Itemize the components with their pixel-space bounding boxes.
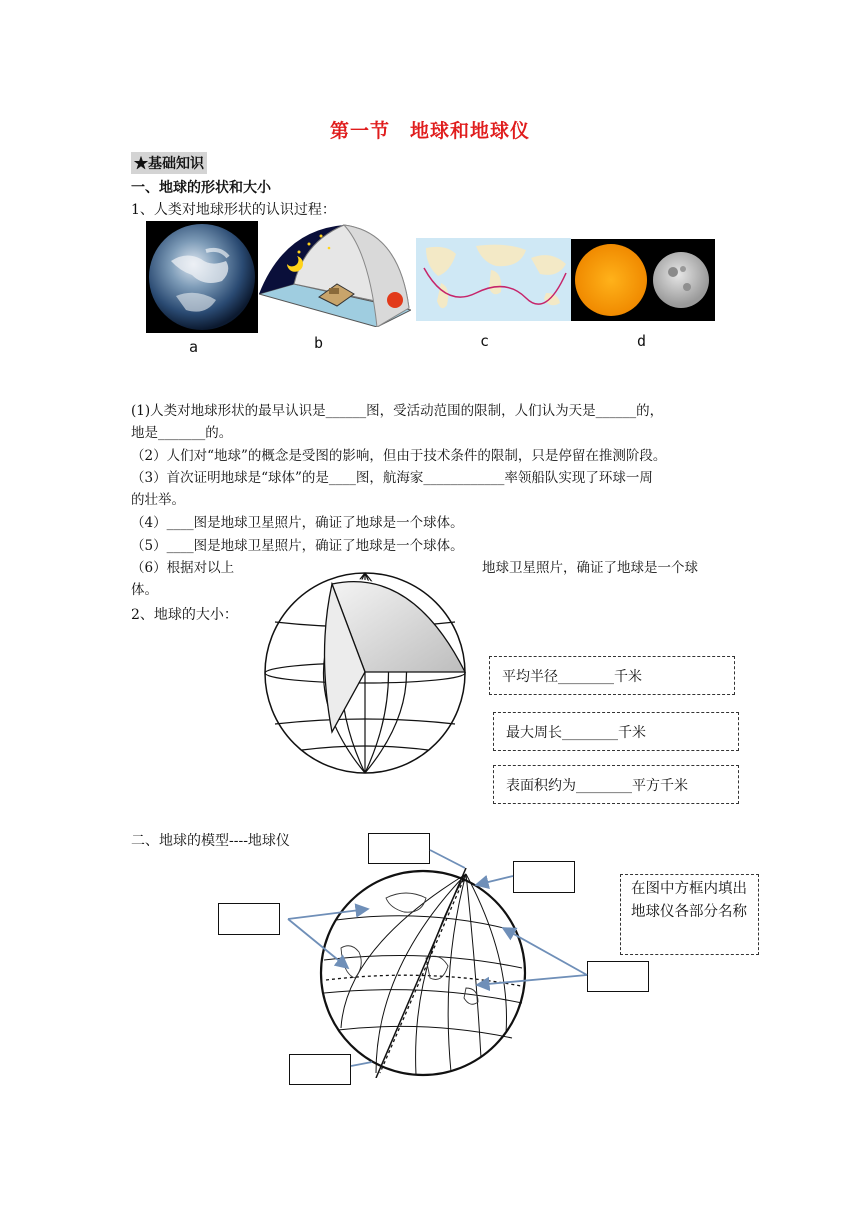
question-1-line-2: 地是_______的。 <box>131 425 233 441</box>
question-4: （4）____图是地球卫星照片，确证了地球是一个球体。 <box>131 515 464 531</box>
section-heading-2: 二、地球的模型----地球仪 <box>131 833 290 849</box>
answer-box-top[interactable] <box>368 833 430 864</box>
page-title: 第一节 地球和地球仪 <box>329 120 530 142</box>
circumference-box: 最大周长________千米 <box>493 712 739 751</box>
sun-moon-photo <box>571 239 715 321</box>
question-1-line-1: (1)人类对地球形状的最早认识是______图，受活动范围的限制，人们认为天是______的， <box>131 403 664 419</box>
question-6-left: （6）根据对以上 <box>131 560 235 576</box>
caption-a: a <box>189 338 199 356</box>
caption-c: c <box>480 332 490 350</box>
question-3-line-2: 的壮举。 <box>131 492 185 508</box>
earth-cutaway-diagram <box>262 572 470 774</box>
answer-box-right[interactable] <box>587 961 649 992</box>
section-badge: ★基础知识 <box>131 152 207 174</box>
caption-b: b <box>314 334 324 352</box>
answer-box-bottom[interactable] <box>289 1054 351 1085</box>
radius-box: 平均半径________千米 <box>489 656 735 695</box>
question-6-line-2: 体。 <box>131 582 158 598</box>
section-heading-1: 一、地球的形状和大小 <box>131 180 271 196</box>
instruction-note: 在图中方框内填出地球仪各部分名称 <box>620 874 759 955</box>
voyage-route-map <box>416 238 571 321</box>
item-heading-1: 1、人类对地球形状的认识过程： <box>131 202 336 218</box>
earth-photo <box>146 221 258 333</box>
question-2: （2）人们对“地球”的概念是受图的影响，但由于技术条件的限制，只是停留在推测阶段。 <box>131 448 667 464</box>
question-5: （5）____图是地球卫星照片，确证了地球是一个球体。 <box>131 538 464 554</box>
question-3-line-1: （3）首次证明地球是“球体”的是____图，航海家____________率领船队实现了环球一周 <box>131 470 653 486</box>
caption-d: d <box>637 332 647 350</box>
question-6-right: 地球卫星照片，确证了地球是一个球 <box>482 560 698 576</box>
answer-box-top-right[interactable] <box>513 861 575 893</box>
surface-area-box: 表面积约为________平方千米 <box>493 765 739 804</box>
answer-box-left[interactable] <box>218 903 280 935</box>
item-heading-2: 2、地球的大小： <box>131 607 238 623</box>
globe-model-diagram <box>316 868 530 1078</box>
ancient-sky-diagram <box>259 222 411 327</box>
